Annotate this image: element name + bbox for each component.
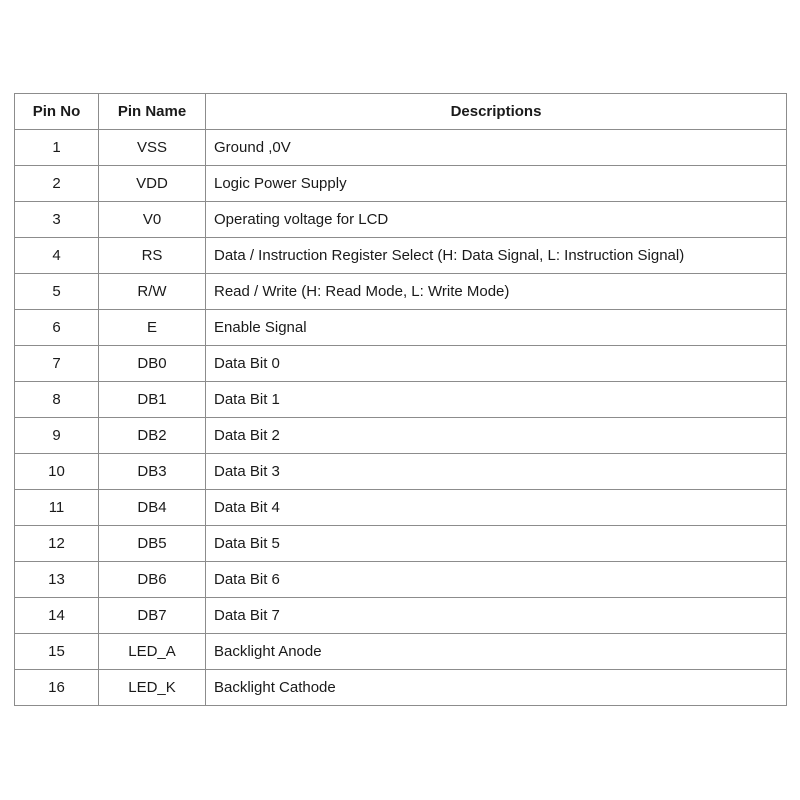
pin-no-cell: 4: [15, 238, 99, 274]
description-cell: Enable Signal: [206, 310, 787, 346]
pin-table: [14, 93, 787, 706]
pin-name-cell: LED_K: [99, 670, 206, 706]
table-row: [15, 310, 787, 346]
table-row: [15, 274, 787, 310]
pin-name-cell: DB7: [99, 598, 206, 634]
pin-no-cell: 9: [15, 418, 99, 454]
description-cell: Backlight Cathode: [206, 670, 787, 706]
table-row: [15, 202, 787, 238]
pin-no-cell: 1: [15, 130, 99, 166]
pin-name-cell: R/W: [99, 274, 206, 310]
table-row: [15, 238, 787, 274]
table-header: [15, 94, 787, 130]
description-cell: Data Bit 4: [206, 490, 787, 526]
pin-no-cell: 7: [15, 346, 99, 382]
pin-name-cell: V0: [99, 202, 206, 238]
table-row: [15, 634, 787, 670]
pin-name-cell: DB5: [99, 526, 206, 562]
table-row: [15, 526, 787, 562]
table-row: [15, 346, 787, 382]
pin-name-cell: DB0: [99, 346, 206, 382]
description-cell: Logic Power Supply: [206, 166, 787, 202]
pin-name-cell: VSS: [99, 130, 206, 166]
table-row: [15, 562, 787, 598]
pin-name-cell: LED_A: [99, 634, 206, 670]
pin-no-cell: 8: [15, 382, 99, 418]
pin-name-cell: RS: [99, 238, 206, 274]
description-cell: Data Bit 3: [206, 454, 787, 490]
pin-name-cell: DB2: [99, 418, 206, 454]
pin-no-cell: 10: [15, 454, 99, 490]
description-cell: Data Bit 0: [206, 346, 787, 382]
pin-no-cell: 5: [15, 274, 99, 310]
description-cell: Backlight Anode: [206, 634, 787, 670]
pin-name-cell: DB3: [99, 454, 206, 490]
table-body: [15, 130, 787, 706]
table-row: [15, 490, 787, 526]
pin-name-cell: E: [99, 310, 206, 346]
pin-name-cell: DB6: [99, 562, 206, 598]
description-cell: Data Bit 7: [206, 598, 787, 634]
description-cell: Ground ,0V: [206, 130, 787, 166]
pin-name-cell: VDD: [99, 166, 206, 202]
pin-no-cell: 15: [15, 634, 99, 670]
pin-no-cell: 13: [15, 562, 99, 598]
header-descriptions: Descriptions: [206, 94, 787, 130]
pin-no-cell: 2: [15, 166, 99, 202]
description-cell: Data / Instruction Register Select (H: Data Signal, L: Instruction Signal): [206, 238, 787, 274]
header-row: [15, 94, 787, 130]
header-pin-name: Pin Name: [99, 94, 206, 130]
table-row: [15, 382, 787, 418]
description-cell: Operating voltage for LCD: [206, 202, 787, 238]
description-cell: Data Bit 6: [206, 562, 787, 598]
pin-no-cell: 14: [15, 598, 99, 634]
table-row: [15, 670, 787, 706]
pin-no-cell: 12: [15, 526, 99, 562]
pin-no-cell: 3: [15, 202, 99, 238]
header-pin-no: Pin No: [15, 94, 99, 130]
description-cell: Data Bit 1: [206, 382, 787, 418]
table-row: [15, 454, 787, 490]
pin-no-cell: 6: [15, 310, 99, 346]
table-row: [15, 598, 787, 634]
pin-no-cell: 11: [15, 490, 99, 526]
description-cell: Read / Write (H: Read Mode, L: Write Mode): [206, 274, 787, 310]
pin-no-cell: 16: [15, 670, 99, 706]
pin-name-cell: DB1: [99, 382, 206, 418]
table-row: [15, 166, 787, 202]
table-row: [15, 418, 787, 454]
pin-name-cell: DB4: [99, 490, 206, 526]
description-cell: Data Bit 5: [206, 526, 787, 562]
description-cell: Data Bit 2: [206, 418, 787, 454]
table-row: [15, 130, 787, 166]
